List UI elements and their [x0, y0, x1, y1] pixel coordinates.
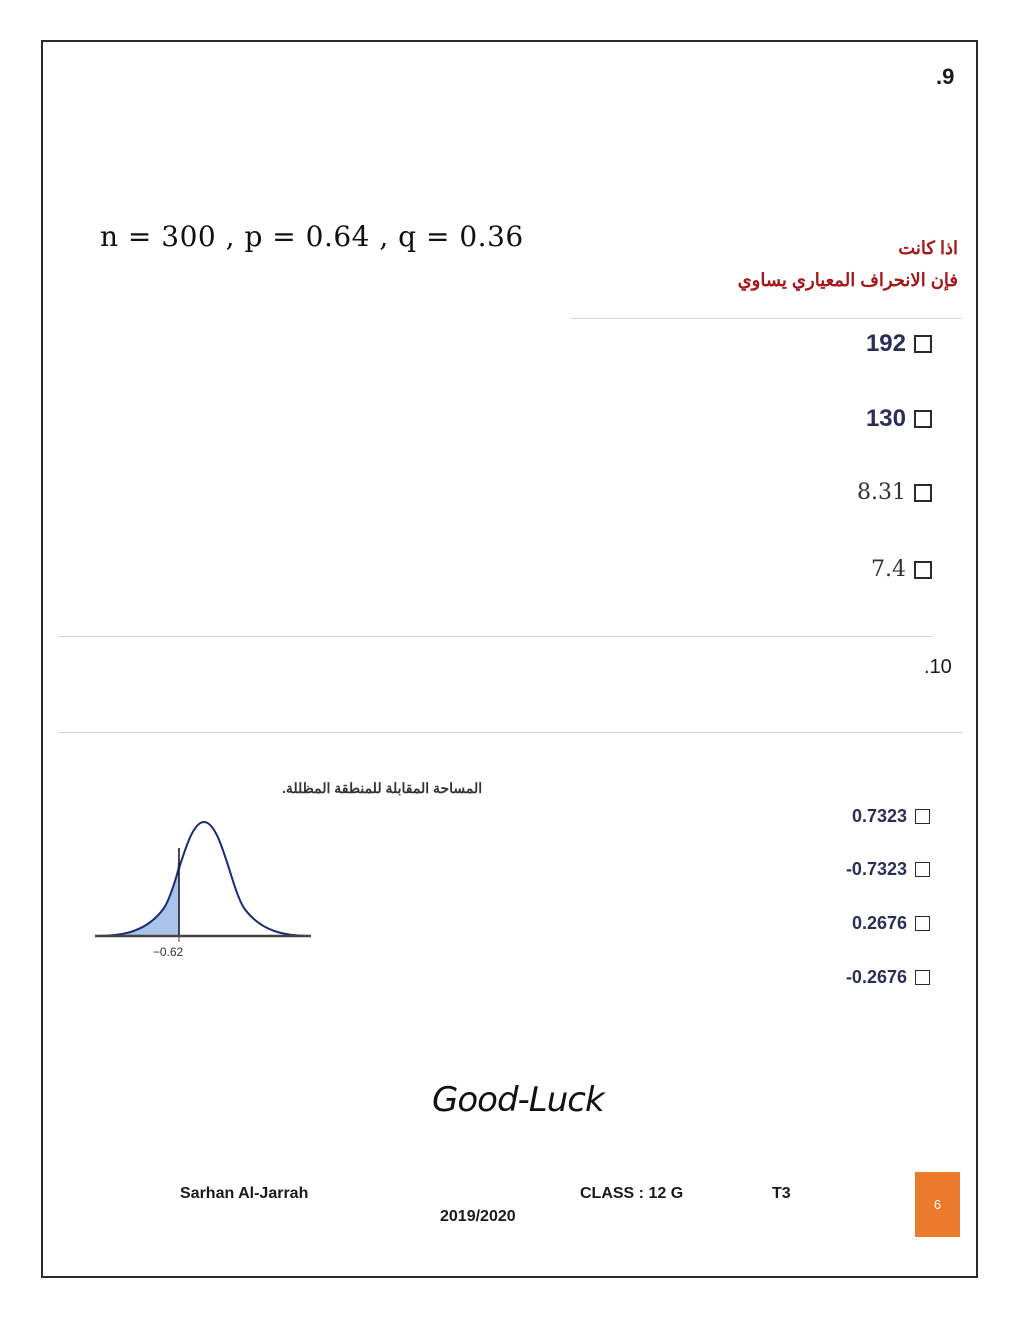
q10-option-d[interactable]: [846, 967, 930, 988]
option-value: 8.31: [857, 480, 906, 505]
checkbox-icon[interactable]: [914, 410, 932, 428]
q10-option-a[interactable]: [852, 806, 930, 827]
q10-option-b[interactable]: [846, 859, 930, 880]
option-value: 192: [865, 330, 906, 357]
checkbox-icon[interactable]: [915, 862, 930, 877]
option-value: 130: [865, 405, 906, 432]
q9-option-a[interactable]: [866, 330, 932, 358]
checkbox-icon[interactable]: [914, 484, 932, 502]
normal-curve-figure: [92, 808, 314, 960]
divider: [58, 732, 963, 733]
footer-class: CLASS : 12 G: [580, 1185, 684, 1202]
footer-author: Sarhan Al-Jarrah: [180, 1185, 309, 1202]
option-value: 0.2676: [851, 913, 907, 933]
question-10-number: .10: [924, 656, 952, 678]
divider: [570, 318, 962, 319]
footer-year: 2019/2020: [440, 1208, 516, 1225]
option-value: -0.2676: [845, 967, 907, 987]
page-number-badge: [915, 1172, 960, 1237]
question-10-caption: المساحة المقابلة للمنطقة المظللة.: [282, 780, 483, 796]
option-value: 7.4: [871, 557, 906, 582]
option-value: -0.7323: [845, 859, 907, 879]
option-value: 0.7323: [851, 806, 907, 826]
page-number: 6: [933, 1197, 942, 1212]
question-9-formula: n = 300 , p = 0.64 , q = 0.36: [100, 220, 524, 253]
checkbox-icon[interactable]: [914, 335, 932, 353]
question-9-number: .9: [936, 64, 955, 89]
bell-curve: [97, 822, 310, 936]
q9-option-c[interactable]: [857, 480, 932, 505]
question-9-prompt-line1: اذا كانت: [898, 238, 958, 258]
checkbox-icon[interactable]: [914, 561, 932, 579]
divider: [58, 636, 933, 637]
footer-term: T3: [772, 1185, 791, 1202]
q9-option-d[interactable]: [871, 557, 932, 582]
q9-option-b[interactable]: [866, 405, 932, 433]
question-9-prompt-line2: فإن الانحراف المعياري يساوي: [737, 270, 958, 290]
figure-label: −0.62: [152, 945, 184, 959]
shaded-area: [97, 852, 179, 936]
checkbox-icon[interactable]: [915, 916, 930, 931]
good-luck-text: Good-Luck: [432, 1080, 604, 1120]
q10-option-c[interactable]: [852, 913, 930, 934]
checkbox-icon[interactable]: [915, 809, 930, 824]
checkbox-icon[interactable]: [915, 970, 930, 985]
